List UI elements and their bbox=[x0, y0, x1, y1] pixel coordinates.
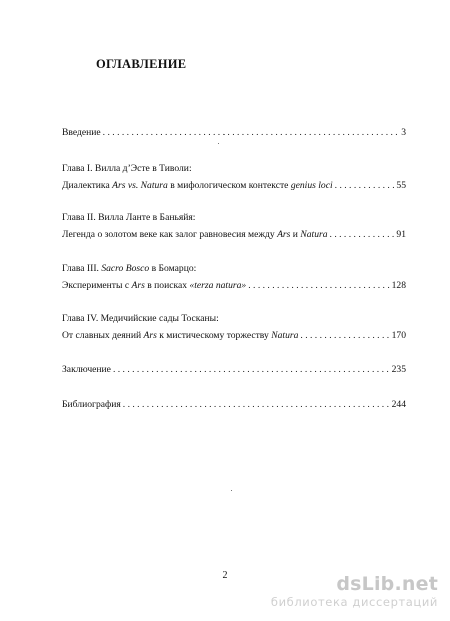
toc-chapter-4-heading: Глава IV. Медичийские сады Тосканы: bbox=[62, 313, 219, 324]
dot-leader bbox=[330, 229, 395, 241]
toc-entry-label: Библиография bbox=[62, 399, 121, 410]
watermark bbox=[271, 573, 438, 609]
toc-entry-page: 170 bbox=[391, 330, 406, 341]
italic-term: «terza natura» bbox=[189, 280, 247, 291]
italic-term: Natura bbox=[300, 229, 328, 240]
italic-term: genius loci bbox=[290, 180, 333, 191]
toc-entry-introduction bbox=[62, 127, 406, 139]
toc-chapter-3-subtitle: Эксперименты с Ars в поисках «terza natura» bbox=[62, 280, 247, 291]
toc-entry-label: Заключение bbox=[62, 364, 111, 375]
italic-term: Ars bbox=[277, 229, 291, 240]
toc-entry-bibliography bbox=[62, 399, 406, 411]
watermark-logo: dsLib.net bbox=[336, 573, 438, 595]
toc-entry-conclusion bbox=[62, 364, 406, 376]
toc-entry-page: 55 bbox=[396, 180, 406, 191]
toc-chapter-1-heading: Глава I. Вилла д’Эсте в Тиволи: bbox=[62, 163, 192, 174]
page-number: 2 bbox=[222, 570, 228, 581]
dot-leader bbox=[103, 127, 400, 139]
toc-entry-label: Введение bbox=[62, 127, 101, 138]
watermark-subtitle: библиотека диссертаций bbox=[270, 595, 438, 609]
italic-term: Sacro Bosco bbox=[101, 263, 150, 274]
dot-leader bbox=[335, 180, 395, 192]
toc-chapter-2-entry bbox=[62, 229, 406, 241]
toc-chapter-2-subtitle: Легенда о золотом веке как залог равновесия между Ars и Natura bbox=[62, 229, 328, 240]
toc-chapter-1-subtitle: Диалектика Ars vs. Natura в мифологическом контексте genius loci bbox=[62, 180, 333, 191]
scan-speck bbox=[231, 490, 232, 491]
toc-chapter-2-heading: Глава II. Вилла Ланте в Баньяйя: bbox=[62, 212, 196, 223]
toc-entry-page: 128 bbox=[391, 280, 406, 291]
toc-chapter-3-entry bbox=[62, 280, 406, 292]
italic-term: Ars bbox=[143, 330, 157, 341]
dot-leader bbox=[248, 280, 389, 292]
toc-chapter-4-entry bbox=[62, 330, 406, 342]
scan-speck bbox=[224, 134, 225, 135]
toc-entry-page: 244 bbox=[391, 399, 406, 410]
dot-leader bbox=[123, 399, 390, 411]
toc-title: ОГЛАВЛЕНИЕ bbox=[96, 57, 187, 71]
toc-chapter-3-heading: Глава III. Sacro Bosco в Бомарцо: bbox=[62, 263, 197, 274]
italic-term: Ars bbox=[131, 280, 145, 291]
toc-entry-page: 91 bbox=[396, 229, 406, 240]
italic-term: Ars vs. Natura bbox=[112, 180, 168, 191]
toc-entry-page: 3 bbox=[401, 127, 406, 138]
dot-leader bbox=[300, 330, 389, 342]
toc-entry-page: 235 bbox=[391, 364, 406, 375]
toc-chapter-1-entry bbox=[62, 180, 406, 192]
scan-speck bbox=[218, 143, 219, 144]
toc-chapter-4-subtitle: От славных деяний Ars к мистическому торжеству Natura bbox=[62, 330, 299, 341]
dot-leader bbox=[113, 364, 390, 376]
italic-term: Natura bbox=[271, 330, 299, 341]
